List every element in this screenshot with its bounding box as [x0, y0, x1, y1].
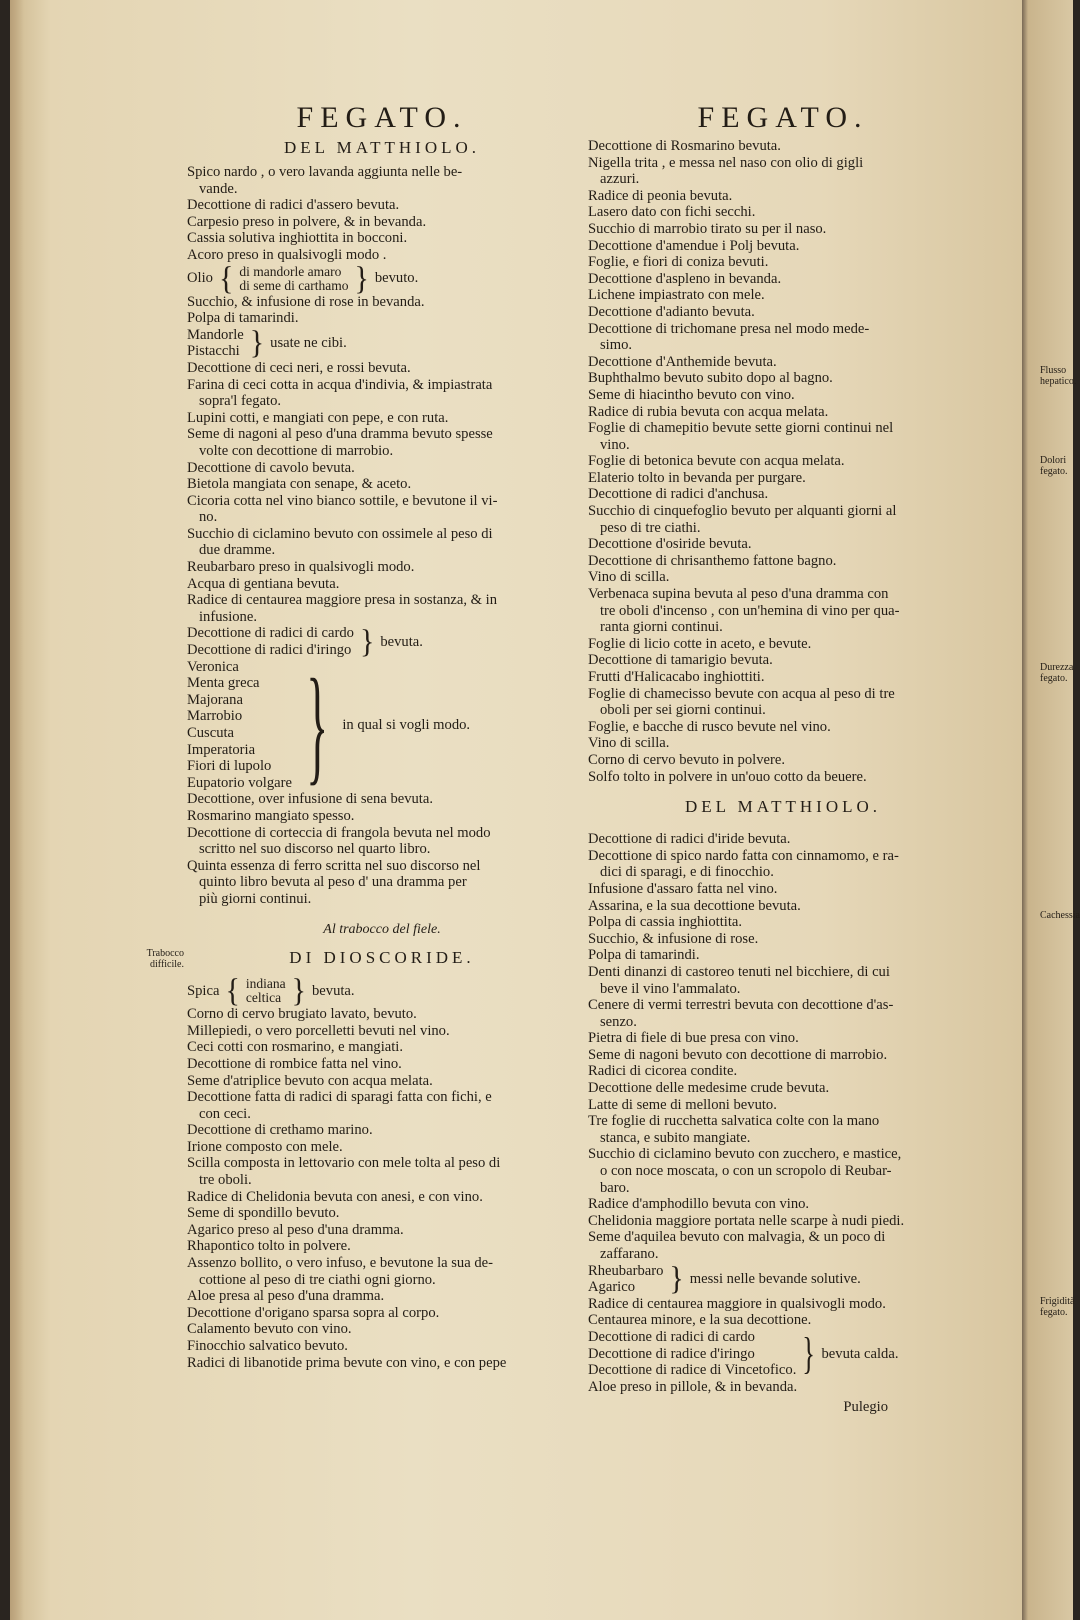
text-line: Decottione d'aspleno in bevanda.: [588, 270, 782, 287]
text-line: o con noce moscata, o con un scropolo di Reubar-: [600, 1163, 892, 1180]
mandorle-item: Mandorle: [187, 326, 244, 343]
calda-brace: }: [802, 1328, 816, 1378]
text-line: stanca, e subito mangiate.: [600, 1129, 751, 1146]
olio-label: Olio: [187, 270, 213, 287]
text-line: Succhio di marrobio tirato su per il naso.: [588, 220, 827, 237]
text-line: Chelidonia maggiore portata nelle scarpe à nudi piedi.: [588, 1212, 905, 1229]
text-line: Succhio di ciclamino bevuto con ossimele al peso di: [187, 525, 493, 542]
text-line: baro.: [600, 1179, 630, 1196]
rheubarbaro-brace: }: [669, 1260, 684, 1297]
text-line: volte con decottione di marrobio.: [199, 442, 394, 459]
olio-items: [239, 265, 348, 293]
text-line: Radice di rubia bevuta con acqua melata.: [588, 403, 829, 420]
spica-result: bevuta.: [312, 982, 355, 999]
olio-item: di mandorle amaro: [239, 263, 342, 279]
text-line: Lichene impiastrato con mele.: [588, 287, 765, 304]
text-line: Radice d'amphodillo bevuta con vino.: [588, 1196, 810, 1213]
text-line: Bietola mangiata con senape, & aceto.: [187, 476, 412, 493]
calda-item: Decottione di radice di Vincetofico.: [588, 1362, 797, 1379]
cardo-item: Decottione di radici d'iringo: [187, 642, 352, 659]
cardo-items: [187, 625, 354, 658]
spica-items: [246, 977, 286, 1005]
text-line: Carpesio preso in polvere, & in bevanda.: [187, 213, 427, 230]
text-line: Radice di centaurea maggiore presa in sostanza, & in: [187, 592, 497, 609]
rheubarbaro-item: Rheubarbaro: [588, 1262, 664, 1279]
text-line: Seme di nagoni al peso d'una dramma bevuto spesse: [187, 426, 493, 443]
margin-note-right: Flusso hepatico.: [1040, 365, 1077, 387]
rheubarbaro-result: messi nelle bevande solutive.: [689, 1270, 861, 1287]
facing-page-edge: [1022, 0, 1080, 1620]
text-line: Vino di scilla.: [588, 735, 670, 752]
herbs-items: [187, 659, 292, 792]
spica-label: Spica: [187, 982, 220, 999]
olio-brace-right: }: [354, 259, 369, 297]
left-entries-b: [187, 294, 577, 327]
herbs-brace: }: [306, 653, 329, 797]
rheubarbaro-item: Agarico: [588, 1279, 636, 1296]
margin-note-left: Trabocco difficile.: [146, 948, 184, 970]
spica-item: celtica: [245, 990, 282, 1006]
text-line: Assenzo bollito, o vero infuso, e bevutone la sua de-: [187, 1255, 493, 1272]
text-line: Aloe preso in pillole, & in bevanda.: [588, 1378, 798, 1395]
margin-note-right: Durezza fegato.: [1040, 662, 1074, 684]
text-line: Decottione di radici d'iride bevuta.: [588, 831, 791, 848]
text-line: quinto libro bevuta al peso d' una dramma per: [199, 874, 467, 891]
text-line: più giorni continui.: [199, 890, 312, 907]
text-line: Rosmarino mangiato spesso.: [187, 807, 355, 824]
olio-group: [187, 259, 577, 297]
text-line: sopra'l fegato.: [199, 393, 282, 410]
text-line: zaffarano.: [600, 1246, 659, 1262]
text-line: Foglie, e fiori di coniza bevuti.: [588, 254, 769, 271]
rheubarbaro-items: [588, 1263, 663, 1296]
right-subheading: DEL MATTHIOLO.: [684, 797, 882, 817]
text-line: Scilla composta in lettovario con mele tolta al peso di: [187, 1155, 501, 1172]
text-line: Millepiedi, o vero porcelletti bevuti nel vino.: [187, 1022, 450, 1039]
olio-brace-left: {: [218, 259, 234, 297]
margin-note-right: Frigidità fegato.: [1040, 1296, 1075, 1318]
text-line: Ceci cotti con rosmarino, e mangiati.: [187, 1039, 404, 1056]
text-line: Radice di peonia bevuta.: [588, 187, 733, 204]
calda-result: bevuta calda.: [821, 1345, 899, 1362]
mandorle-items: [187, 327, 244, 360]
text-line: dici di sparagi, e di finocchio.: [600, 864, 774, 881]
text-line: Decottione di corteccia di frangola bevuta nel modo: [187, 824, 491, 841]
text-line: con ceci.: [199, 1105, 251, 1122]
calda-group: [588, 1329, 978, 1379]
left-entries-d: [187, 791, 577, 907]
cardo-result: bevuta.: [380, 633, 423, 650]
text-line: beve il vino l'ammalato.: [600, 980, 741, 997]
text-line: Polpa di tamarindi.: [588, 947, 700, 964]
text-line: due dramme.: [199, 542, 276, 559]
text-line: Succhio, & infusione di rose in bevanda.: [187, 293, 425, 310]
text-line: peso di tre ciathi.: [600, 519, 701, 536]
olio-result: bevuto.: [374, 270, 419, 287]
text-line: ranta giorni continui.: [600, 619, 723, 636]
text-line: Foglie di chamecisso bevute con acqua al peso di tre: [588, 685, 895, 702]
text-line: Decottione di crethamo marino.: [187, 1122, 373, 1139]
text-line: Seme di nagoni bevuto con decottione di marrobio.: [588, 1046, 888, 1063]
calda-item: Decottione di radice d'iringo: [588, 1345, 755, 1362]
right-page-heading: FEGATO.: [697, 101, 869, 134]
text-line: vande.: [199, 180, 238, 197]
right-column: [588, 100, 978, 1416]
rheubarbaro-group: [588, 1260, 978, 1297]
text-line: Seme di spondillo bevuto.: [187, 1205, 340, 1222]
text-line: Decottione di radici d'anchusa.: [588, 486, 769, 503]
left-page-heading: FEGATO.: [296, 101, 468, 134]
catchword: Pulegio: [843, 1399, 888, 1416]
right-entries-c: [588, 1296, 978, 1329]
mandorle-result: usate ne cibi.: [270, 335, 347, 352]
left-column: [187, 100, 577, 1371]
text-line: Decottione, over infusione di sena bevuta.: [187, 791, 433, 808]
text-line: Decottione di spico nardo fatta con cinnamomo, e ra-: [588, 847, 899, 864]
mandorle-group: [187, 324, 577, 361]
text-line: Decottione d'osiride bevuta.: [588, 536, 752, 553]
text-line: Succhio di cinquefoglio bevuto per alquanti giorni al: [588, 503, 897, 520]
text-line: Corno di cervo bevuto in polvere.: [588, 751, 785, 768]
text-line: senzo.: [600, 1013, 637, 1030]
left-subheading: DEL MATTHIOLO.: [283, 138, 481, 157]
text-line: Decottione fatta di radici di sparagi fatta con fichi, e: [187, 1089, 492, 1106]
text-line: Irione composto con mele.: [187, 1138, 343, 1155]
left-entries-a: [187, 164, 577, 264]
spica-group: [187, 972, 577, 1009]
text-line: Acoro preso in qualsivogli modo .: [187, 246, 387, 263]
text-line: Decottione di cavolo bevuta.: [187, 459, 355, 476]
text-line: Radici di cicorea condite.: [588, 1063, 738, 1080]
text-line: Cassia solutiva inghiottita in bocconi.: [187, 230, 408, 247]
text-line: Radici di libanotide prima bevute con vino, e con pepe: [187, 1354, 507, 1371]
trabocco-heading: Al trabocco del fiele.: [323, 921, 441, 937]
text-line: Calamento bevuto con vino.: [187, 1321, 352, 1338]
text-line: Spico nardo , o vero lavanda aggiunta nelle be-: [187, 164, 463, 180]
text-line: infusione.: [199, 608, 257, 625]
text-line: Solfo tolto in polvere in un'ouo cotto da beuere.: [588, 768, 867, 785]
right-entries-a: [588, 138, 978, 785]
left-entries-e: [187, 1006, 577, 1371]
left-entries-c: [187, 360, 577, 626]
text-line: Seme d'aquilea bevuto con malvagia, & un poco di: [588, 1229, 886, 1246]
cardo-brace: }: [359, 623, 375, 660]
text-line: Lupini cotti, e mangiati con pepe, e con ruta.: [187, 409, 449, 426]
text-line: Succhio, & infusione di rose.: [588, 930, 759, 947]
calda-item: Decottione di radici di cardo: [588, 1328, 755, 1345]
text-line: Vino di scilla.: [588, 569, 670, 586]
text-line: Pietra di fiele di bue presa con vino.: [588, 1030, 799, 1047]
text-line: Decottione di tamarigio bevuta.: [588, 652, 773, 669]
text-line: Succhio di ciclamino bevuto con zucchero, e mastice,: [588, 1146, 902, 1163]
olio-item: di seme di carthamo: [239, 277, 349, 293]
dioscoride-heading: DI DIOSCORIDE.: [289, 948, 475, 968]
text-line: Seme d'atriplice bevuto con acqua melata.: [187, 1072, 433, 1089]
text-line: Decottione d'Anthemide bevuta.: [588, 353, 777, 370]
herb-item: Cuscuta: [187, 725, 235, 741]
spica-item: indiana: [245, 976, 286, 992]
margin-note-right: Dolori fegato.: [1040, 455, 1068, 477]
text-line: Decottione di trichomane presa nel modo mede-: [588, 320, 870, 337]
text-line: Foglie di betonica bevute con acqua melata.: [588, 453, 845, 470]
herbs-result: in qual si vogli modo.: [342, 716, 471, 733]
text-line: Reubarbaro preso in qualsivogli modo.: [187, 559, 415, 576]
text-line: Infusione d'assaro fatta nel vino.: [588, 880, 778, 897]
text-line: Decottione d'origano sparsa sopra al corpo.: [187, 1304, 440, 1321]
text-line: Finocchio salvatico bevuto.: [187, 1338, 348, 1354]
text-line: Rhapontico tolto in polvere.: [187, 1238, 351, 1255]
text-line: Foglie di licio cotte in aceto, e bevute.: [588, 635, 812, 652]
herb-item: Eupatorio volgare: [187, 774, 292, 791]
text-line: Verbenaca supina bevuta al peso d'una dramma con: [588, 586, 889, 603]
text-line: Decottione delle medesime crude bevuta.: [588, 1080, 830, 1097]
herb-item: Marrobio: [187, 708, 243, 725]
text-line: Corno di cervo brugiato lavato, bevuto.: [187, 1006, 417, 1023]
herb-item: Menta greca: [187, 675, 260, 692]
herbs-group: [187, 653, 577, 797]
text-line: Decottione di rombice fatta nel vino.: [187, 1055, 402, 1072]
cardo-item: Decottione di radici di cardo: [187, 625, 354, 642]
text-line: Cenere di vermi terrestri bevuta con decottione d'as-: [588, 997, 894, 1014]
text-line: Denti dinanzi di castoreo tenuti nel bicchiere, di cui: [588, 963, 890, 980]
text-line: oboli per sei giorni continui.: [600, 702, 766, 719]
text-line: Centaurea minore, e la sua decottione.: [588, 1312, 812, 1329]
herb-item: Imperatoria: [187, 741, 256, 758]
right-entries-d: [588, 1379, 978, 1396]
calda-items: [588, 1329, 796, 1379]
text-line: Farina di ceci cotta in acqua d'indivia, & impiastrata: [187, 376, 493, 393]
spica-brace-left: {: [225, 972, 240, 1009]
mandorle-item: Pistacchi: [187, 343, 240, 360]
text-line: azzuri.: [600, 171, 640, 188]
text-line: Polpa di tamarindi.: [187, 310, 299, 327]
text-line: Decottione di Rosmarino bevuta.: [588, 138, 781, 154]
text-line: Lasero dato con fichi secchi.: [588, 204, 756, 221]
text-line: Latte di seme di melloni bevuto.: [588, 1096, 777, 1113]
text-line: Decottione di radici d'assero bevuta.: [187, 197, 400, 214]
spica-brace-right: }: [291, 972, 306, 1009]
text-line: Cicoria cotta nel vino bianco sottile, e bevutone il vi-: [187, 492, 498, 509]
herb-item: Fiori di lupolo: [187, 758, 272, 775]
text-line: Decottione di chrisanthemo fattone bagno.: [588, 552, 837, 569]
text-line: Buphthalmo bevuto subito dopo al bagno.: [588, 370, 833, 387]
text-line: vino.: [600, 436, 630, 453]
text-line: tre oboli d'incenso , con un'hemina di vino per qua-: [600, 602, 900, 619]
text-line: Decottione di ceci neri, e rossi bevuta.: [187, 359, 411, 376]
cardo-group: [187, 625, 577, 658]
text-line: scritto nel suo discorso nel quarto libro.: [199, 841, 431, 858]
herb-item: Veronica: [187, 658, 239, 675]
text-line: Polpa di cassia inghiottita.: [588, 914, 743, 931]
text-line: Frutti d'Halicacabo inghiottiti.: [588, 669, 765, 685]
text-line: Tre foglie di rucchetta salvatica colte con la mano: [588, 1113, 880, 1130]
text-line: no.: [199, 509, 218, 526]
herb-item: Majorana: [187, 691, 243, 708]
text-line: Quinta essenza di ferro scritta nel suo discorso nel: [187, 857, 481, 874]
text-line: simo.: [600, 337, 633, 354]
text-line: Radice di centaurea maggiore in qualsivogli modo.: [588, 1295, 886, 1312]
text-line: Aloe presa al peso d'una dramma.: [187, 1288, 385, 1305]
text-line: Elaterio tolto in bevanda per purgare.: [588, 469, 806, 486]
text-line: Acqua di gentiana bevuta.: [187, 575, 340, 592]
right-entries-b: [588, 831, 978, 1262]
text-line: Seme di hiacintho bevuto con vino.: [588, 386, 795, 403]
text-line: Decottione d'adianto bevuta.: [588, 303, 755, 320]
text-line: Nigella trita , e messa nel naso con olio di gigli: [588, 154, 864, 171]
text-line: tre oboli.: [199, 1172, 252, 1189]
text-line: Foglie, e bacche di rusco bevute nel vino.: [588, 718, 831, 735]
text-line: Radice di Chelidonia bevuta con anesi, e con vino.: [187, 1188, 483, 1205]
text-line: Foglie di chamepitio bevute sette giorni continui nel: [588, 420, 894, 437]
mandorle-brace: }: [249, 324, 265, 361]
text-line: cottione al peso di tre ciathi ogni giorno.: [199, 1271, 436, 1288]
text-line: Assarina, e la sua decottione bevuta.: [588, 897, 801, 914]
text-line: Decottione d'amendue i Polj bevuta.: [588, 237, 800, 254]
text-line: Agarico preso al peso d'una dramma.: [187, 1221, 404, 1238]
margin-note-right: Cachessia: [1040, 910, 1080, 921]
